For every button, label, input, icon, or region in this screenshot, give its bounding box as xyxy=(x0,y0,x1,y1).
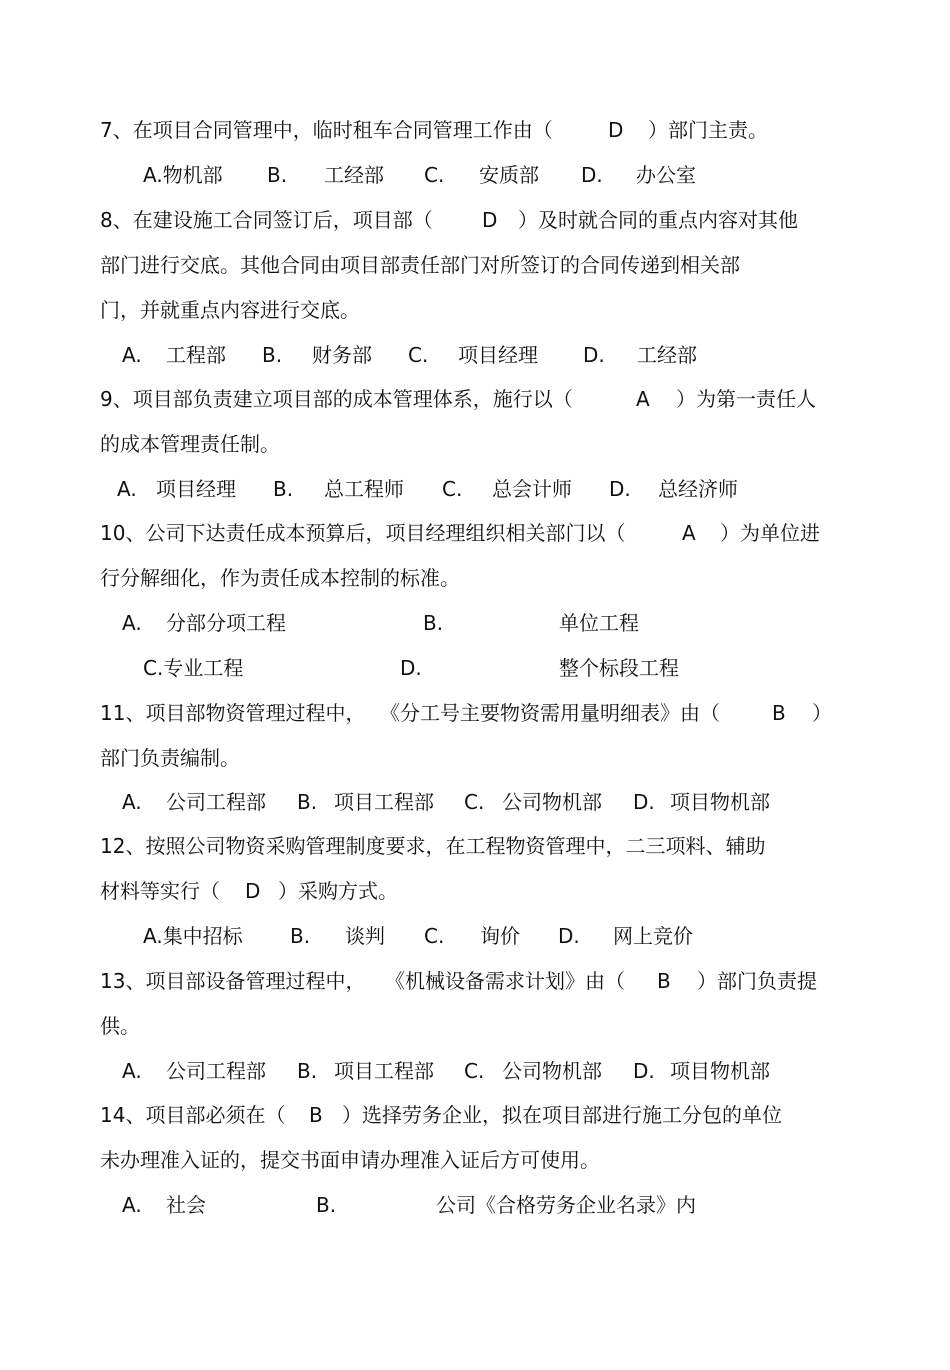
question-13-options xyxy=(0,1056,950,1086)
option-b-letter: B. xyxy=(267,163,288,187)
option-a: A.集中招标 xyxy=(143,924,243,948)
question-7-options xyxy=(0,160,950,190)
question-text: 13、项目部设备管理过程中， xyxy=(100,969,366,993)
option-a: A.物机部 xyxy=(143,163,223,187)
option-a: 公司工程部 xyxy=(166,790,266,814)
question-text: ）为单位进 xyxy=(720,521,820,545)
option-d-letter: D. xyxy=(581,163,603,187)
answer-letter: D xyxy=(482,208,498,232)
option-a-letter: A. xyxy=(122,790,142,814)
question-13-stem xyxy=(0,966,950,996)
option-b: 项目工程部 xyxy=(334,790,434,814)
option-b: 财务部 xyxy=(312,343,372,367)
option-c: 公司物机部 xyxy=(502,1059,602,1083)
question-12-options xyxy=(0,921,950,951)
option-c: 询价 xyxy=(480,924,520,948)
question-10-stem xyxy=(0,518,950,548)
option-d: 项目物机部 xyxy=(670,790,770,814)
option-c-letter: C. xyxy=(442,477,463,501)
option-b-letter: B. xyxy=(423,611,444,635)
question-text: ） xyxy=(812,701,832,725)
option-a: 社会 xyxy=(166,1193,206,1217)
question-text: 材料等实行（ xyxy=(100,879,220,903)
question-text: 未办理准入证的，提交书面申请办理准入证后方可使用。 xyxy=(100,1148,600,1172)
option-b-letter: B. xyxy=(297,790,318,814)
option-d-letter: D. xyxy=(633,790,655,814)
question-11-options xyxy=(0,787,950,817)
question-text: ）部门负责提 xyxy=(697,969,817,993)
option-b: 谈判 xyxy=(345,924,385,948)
question-10-stem-cont xyxy=(0,563,950,593)
question-11-stem xyxy=(0,698,950,728)
option-b: 单位工程 xyxy=(559,611,639,635)
option-a-letter: A. xyxy=(122,343,142,367)
answer-letter: D xyxy=(608,118,624,142)
option-d: 总经济师 xyxy=(658,477,738,501)
option-d-letter: D. xyxy=(633,1059,655,1083)
question-8-options xyxy=(0,340,950,370)
option-a-letter: A. xyxy=(122,1193,142,1217)
option-b: 项目工程部 xyxy=(334,1059,434,1083)
option-c-letter: C. xyxy=(424,163,445,187)
option-d-letter: D. xyxy=(583,343,605,367)
question-text: 门，并就重点内容进行交底。 xyxy=(100,298,360,322)
option-a: 公司工程部 xyxy=(166,1059,266,1083)
option-c: 总会计师 xyxy=(492,477,572,501)
question-9-stem xyxy=(0,384,950,414)
question-text: 行分解细化，作为责任成本控制的标准。 xyxy=(100,566,460,590)
option-d: 工经部 xyxy=(637,343,697,367)
option-b-letter: B. xyxy=(316,1193,337,1217)
question-8-stem-cont xyxy=(0,295,950,325)
option-c-letter: C. xyxy=(408,343,429,367)
question-text: 14、项目部必须在（ xyxy=(100,1103,286,1127)
question-13-stem-cont xyxy=(0,1011,950,1041)
option-c: 公司物机部 xyxy=(502,790,602,814)
option-c-letter: C. xyxy=(424,924,445,948)
question-14-stem xyxy=(0,1100,950,1130)
option-d: 整个标段工程 xyxy=(559,656,679,680)
option-a-letter: A. xyxy=(122,1059,142,1083)
option-c-letter: C. xyxy=(464,790,485,814)
answer-letter: A xyxy=(682,521,696,545)
question-8-stem xyxy=(0,205,950,235)
option-b-letter: B. xyxy=(273,477,294,501)
question-text: 《机械设备需求计划》由（ xyxy=(385,969,625,993)
question-text: 的成本管理责任制。 xyxy=(100,432,280,456)
question-text: 供。 xyxy=(100,1014,140,1038)
question-text: 9、项目部负责建立项目部的成本管理体系，施行以（ xyxy=(100,387,573,411)
option-a-letter: A. xyxy=(122,611,142,635)
question-text: 《分工号主要物资需用量明细表》由（ xyxy=(380,701,720,725)
option-b: 公司《合格劳务企业名录》内 xyxy=(436,1193,696,1217)
question-12-stem-cont xyxy=(0,876,950,906)
question-14-options xyxy=(0,1190,950,1220)
option-b-letter: B. xyxy=(262,343,283,367)
option-d-letter: D. xyxy=(609,477,631,501)
answer-letter: D xyxy=(245,879,261,903)
question-10-options-cont xyxy=(0,653,950,683)
question-9-stem-cont xyxy=(0,429,950,459)
question-text: 部门负责编制。 xyxy=(100,746,240,770)
question-text: 部门进行交底。其他合同由项目部责任部门对所签订的合同传递到相关部 xyxy=(100,253,740,277)
question-text: 8、在建设施工合同签订后，项目部（ xyxy=(100,208,433,232)
option-a: 项目经理 xyxy=(156,477,236,501)
question-12-stem xyxy=(0,831,950,861)
option-b: 工经部 xyxy=(324,163,384,187)
option-c: C.专业工程 xyxy=(143,656,244,680)
question-text: ）选择劳务企业，拟在项目部进行施工分包的单位 xyxy=(342,1103,782,1127)
question-10-options xyxy=(0,608,950,638)
option-c-letter: C. xyxy=(464,1059,485,1083)
question-text: 12、按照公司物资采购管理制度要求，在工程物资管理中，二三项料、辅助 xyxy=(100,834,766,858)
answer-letter: B xyxy=(309,1103,323,1127)
option-c: 安质部 xyxy=(479,163,539,187)
answer-letter: A xyxy=(636,387,650,411)
answer-letter: B xyxy=(772,701,786,725)
question-text: 10、公司下达责任成本预算后，项目经理组织相关部门以（ xyxy=(100,521,626,545)
option-b-letter: B. xyxy=(290,924,311,948)
question-14-stem-cont xyxy=(0,1145,950,1175)
option-d: 网上竞价 xyxy=(613,924,693,948)
question-text: 11、项目部物资管理过程中， xyxy=(100,701,366,725)
option-b-letter: B. xyxy=(297,1059,318,1083)
question-9-options xyxy=(0,474,950,504)
question-text: ）采购方式。 xyxy=(278,879,398,903)
option-d: 项目物机部 xyxy=(670,1059,770,1083)
option-c: 项目经理 xyxy=(458,343,538,367)
option-a-letter: A. xyxy=(117,477,137,501)
option-d-letter: D. xyxy=(400,656,422,680)
option-d-letter: D. xyxy=(558,924,580,948)
answer-letter: B xyxy=(657,969,671,993)
option-a: 分部分项工程 xyxy=(166,611,286,635)
option-b: 总工程师 xyxy=(324,477,404,501)
question-8-stem-cont xyxy=(0,250,950,280)
question-text: ）及时就合同的重点内容对其他 xyxy=(518,208,798,232)
question-11-stem-cont xyxy=(0,743,950,773)
question-text: ）为第一责任人 xyxy=(676,387,816,411)
option-d: 办公室 xyxy=(636,163,696,187)
question-text: ）部门主责。 xyxy=(648,118,768,142)
question-text: 7、在项目合同管理中，临时租车合同管理工作由（ xyxy=(100,118,553,142)
question-7-stem xyxy=(0,115,950,145)
option-a: 工程部 xyxy=(166,343,226,367)
